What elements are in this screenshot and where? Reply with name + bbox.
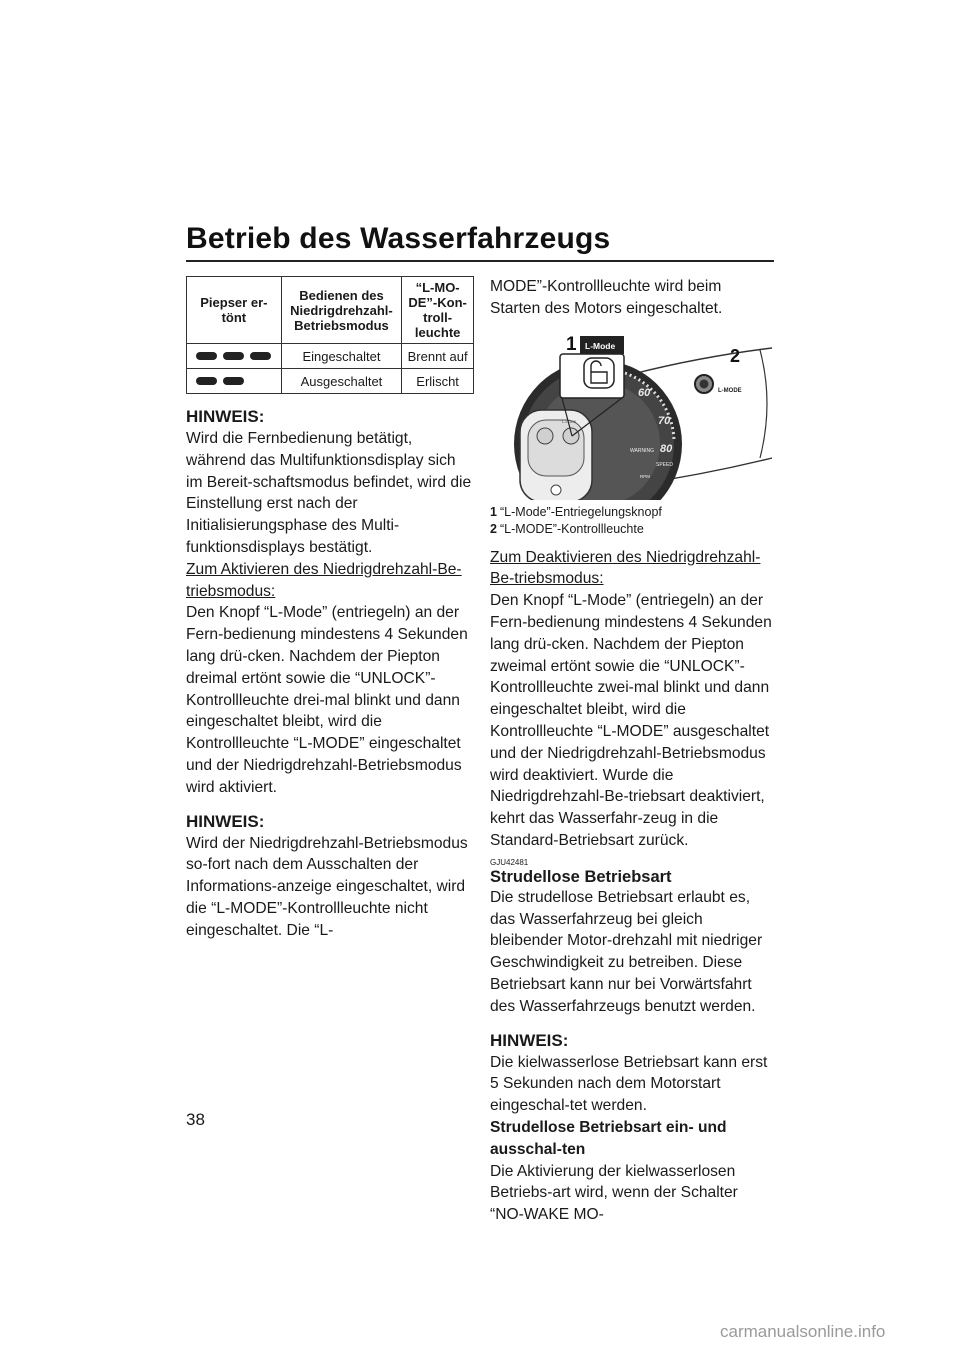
gauge-warning-label: WARNING — [630, 447, 654, 454]
continued-text: MODE”-Kontrollleuchte wird beim Starten des Motors eingeschaltet. — [490, 278, 723, 317]
note-text: Wird die Fernbedienung betätigt, während das Multifunktionsdisplay sich im Bereit-schaftsmodus befindet, wird die Einstellung erst nach der Initialisierungsphase des Multi-funktionsdisplays bestätigt. — [186, 430, 472, 556]
beep-dash — [223, 352, 244, 360]
page-title: Betrieb des Wasserfahrzeugs — [186, 222, 611, 255]
callout-number: 2 — [730, 345, 741, 366]
right-column — [490, 276, 772, 1226]
deactivate-text: Den Knopf “L-Mode” (entriegeln) an der Fern-bedienung mindestens 4 Sekunden lang drü-cken. Nachdem der Piepton zweimal ertönt sowie die “UNLOCK”-Kontrollleuchte zwei-mal blinkt und dann eingeschaltet bleibt, wird die Kontrollleuchte “L-MODE” ausgeschaltet und der Niedrigdrehzahl-Betriebsmodus wird deaktiviert. Wurde die Niedrigdrehzahl-Be-triebsart deaktiviert, kehrt das Wasserfahr-zeug in die Standard-Betriebsart zurück. — [490, 592, 772, 849]
table-row — [187, 369, 474, 394]
section-code: GJU42481 — [490, 857, 529, 867]
deactivate-heading: Zum Deaktivieren des Niedrigdrehzahl-Be-triebsmodus: — [490, 548, 761, 588]
gauge-speed-label: SPEED — [656, 461, 673, 468]
gauge-number: 70 — [658, 414, 671, 427]
lmode-indicator-lamp — [695, 375, 742, 394]
table-row — [187, 344, 474, 369]
lmode-button-label: L-Mode — [585, 340, 616, 351]
beep-table — [186, 276, 474, 394]
table-cell-mode: Eingeschaltet — [281, 344, 402, 369]
page-number: 38 — [186, 1110, 205, 1129]
note-heading: HINWEIS: — [186, 407, 265, 426]
gauge-rpm-label: RPM — [640, 473, 650, 479]
beep-pattern-three — [187, 344, 282, 369]
lmode-illustration-svg — [490, 328, 772, 500]
note-text: Wird der Niedrigdrehzahl-Betriebsmodus so-fort nach dem Ausschalten der Informations-anzeige eingeschaltet, wird die “L-MODE”-Kontrollleuchte nicht eingeschaltet. Die “L- — [186, 834, 468, 939]
note-text: Die kielwasserlose Betriebsart kann erst 5 Sekunden nach dem Motorstart eingeschal-tet werden. — [490, 1053, 768, 1115]
beep-dash — [196, 377, 217, 385]
beep-pattern-two — [187, 369, 282, 394]
title-rule — [186, 260, 774, 262]
activate-heading: Zum Aktivieren des Niedrigdrehzahl-Be-triebsmodus: — [186, 560, 462, 600]
table-cell-lamp: Erlischt — [402, 369, 474, 394]
note-heading: HINWEIS: — [490, 1030, 569, 1050]
subsection-heading: Strudellose Betriebsart ein- und ausschal-ten — [490, 1118, 727, 1158]
lmode-lamp-label: L-MODE — [718, 387, 742, 394]
caption-item: 1 “L-Mode”-Entriegelungsknopf — [490, 504, 662, 519]
left-column — [186, 276, 474, 942]
beep-dash — [223, 377, 244, 385]
remote-fob — [520, 410, 592, 500]
table-header-row — [187, 277, 474, 344]
beep-dash — [196, 352, 217, 360]
section-heading: Strudellose Betriebsart — [490, 867, 672, 886]
caption-item: 2 “L-MODE”-Kontrollleuchte — [490, 521, 644, 536]
gauge-number: 80 — [660, 442, 673, 455]
table-header-beeper: Piepser er-tönt — [187, 277, 282, 344]
table-cell-lamp: Brennt auf — [402, 344, 474, 369]
note-heading: HINWEIS: — [186, 811, 265, 831]
subsection-text: Die Aktivierung der kielwasserlosen Betriebs-art wird, wenn der Schalter “NO-WAKE MO- — [490, 1162, 738, 1224]
section-text: Die strudellose Betriebsart erlaubt es, das Wasserfahrzeug bei gleich bleibender Motor-drehzahl mit niedriger Geschwindigkeit zu betreiben. Diese Betriebsart kann nur bei Vorwärtsfahrt des Wasserfahrzeugs benutzt werden. — [490, 888, 763, 1015]
beep-dash — [250, 352, 271, 360]
table-cell-mode: Ausgeschaltet — [281, 369, 402, 394]
callout-number: 1 — [566, 333, 577, 355]
gauge-number: 60 — [638, 386, 651, 399]
table-header-lamp: “L-MO-DE”-Kon-troll-leuchte — [402, 277, 474, 344]
lmode-illustration — [490, 328, 772, 500]
activate-text: Den Knopf “L-Mode” (entriegeln) an der Fern-bedienung mindestens 4 Sekunden lang drü-cken. Nachdem der Piepton dreimal ertönt sowie die “UNLOCK”-Kontrollleuchte drei-mal blinkt und dann eingeschaltet bleibt, wird die Kontrollleuchte “L-MODE” eingeschaltet und der Niedrigdrehzahl-Betriebsmodus wird aktiviert. — [186, 604, 468, 796]
table-header-mode: Bedienen des Niedrigdrehzahl-Betriebsmodus — [281, 277, 402, 344]
fob-label: L-LOCK — [562, 418, 577, 424]
watermark: carmanualsonline.info — [720, 1322, 886, 1341]
figure-captions — [490, 504, 772, 538]
